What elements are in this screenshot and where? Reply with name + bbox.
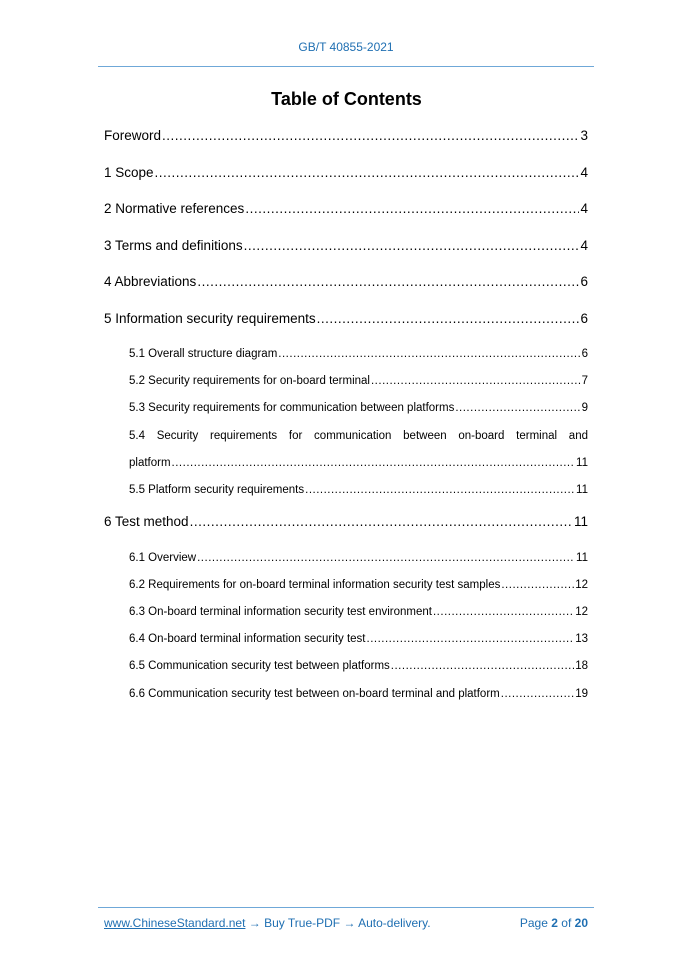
toc-entry-page: 19 bbox=[575, 687, 588, 700]
dot-leader bbox=[391, 653, 574, 680]
toc-entry-5-2[interactable] bbox=[129, 368, 588, 395]
toc-entry-page: 4 bbox=[580, 164, 588, 180]
toc-entry-information-security-requirements[interactable] bbox=[104, 305, 588, 342]
dot-leader bbox=[367, 626, 575, 653]
dot-leader bbox=[433, 599, 574, 626]
toc-entry-label: 6.1 Overview bbox=[129, 551, 197, 564]
toc-entry-page: 11 bbox=[573, 514, 588, 530]
toc-entry-page: 6 bbox=[580, 310, 588, 326]
toc-entry-label: 1 Scope bbox=[104, 164, 154, 180]
dot-leader bbox=[278, 341, 580, 368]
page-of: of bbox=[561, 916, 572, 930]
page-current: 2 bbox=[551, 916, 558, 930]
page-total: 20 bbox=[574, 916, 588, 930]
toc-entry-label: 6.2 Requirements for on-board terminal information security test samples bbox=[129, 578, 501, 591]
toc-entry-label: 4 Abbreviations bbox=[104, 274, 197, 289]
toc-entry-test-method[interactable] bbox=[104, 508, 588, 545]
toc-entry-normative-references[interactable] bbox=[104, 195, 588, 232]
toc-entry-label: 5.2 Security requirements for on-board terminal bbox=[129, 375, 370, 388]
toc-entry-5-5[interactable] bbox=[129, 477, 588, 504]
toc-entry-page: 12 bbox=[575, 578, 588, 591]
toc-entry-6-3[interactable] bbox=[129, 599, 588, 626]
document-id-header: GB/T 40855-2021 bbox=[298, 40, 394, 54]
toc-entry-6-4[interactable] bbox=[129, 626, 588, 653]
header-divider bbox=[98, 66, 594, 67]
dot-leader bbox=[197, 268, 579, 296]
toc-entry-label: 3 Terms and definitions bbox=[104, 237, 243, 253]
toc-entry-terms-and-definitions[interactable] bbox=[104, 232, 588, 269]
toc-entry-page: 11 bbox=[576, 551, 588, 564]
toc-entry-foreword[interactable] bbox=[104, 122, 588, 159]
toc-entry-6-5[interactable] bbox=[129, 653, 588, 680]
toc-entry-label: 6.6 Communication security test between on-board terminal and platform bbox=[129, 687, 500, 700]
toc-entry-6-1[interactable] bbox=[129, 545, 588, 572]
toc-entry-5-3[interactable] bbox=[129, 395, 588, 422]
dot-leader bbox=[371, 368, 581, 395]
page-number bbox=[520, 916, 588, 930]
toc-entry-label: 2 Normative references bbox=[104, 201, 245, 216]
toc-entry-abbreviations[interactable] bbox=[104, 268, 588, 305]
toc-entry-page: 7 bbox=[581, 375, 588, 388]
toc-entry-label: 5.1 Overall structure diagram bbox=[129, 348, 278, 360]
dot-leader bbox=[190, 508, 573, 536]
toc-entry-page: 13 bbox=[575, 633, 588, 646]
footer-promo bbox=[104, 916, 431, 930]
toc-entry-label: 5.5 Platform security requirements bbox=[129, 483, 305, 496]
dot-leader bbox=[155, 159, 580, 187]
toc-entry-page: 11 bbox=[576, 456, 588, 469]
table-of-contents bbox=[104, 122, 588, 708]
toc-entry-6-6[interactable] bbox=[129, 681, 588, 708]
chinesestandard-link[interactable]: www.ChineseStandard.net bbox=[104, 916, 246, 930]
footer-divider bbox=[98, 907, 594, 908]
toc-entry-label: Foreword bbox=[104, 128, 162, 143]
toc-entry-label: 6.5 Communication security test between platforms bbox=[129, 660, 390, 673]
toc-entry-5-1[interactable] bbox=[129, 341, 588, 368]
toc-entry-line2 bbox=[129, 450, 588, 477]
dot-leader bbox=[172, 450, 576, 477]
dot-leader bbox=[455, 395, 580, 422]
dot-leader bbox=[501, 572, 574, 599]
toc-entry-label: 6 Test method bbox=[104, 514, 189, 530]
footer-promo-text: → Buy True-PDF → Auto-delivery. bbox=[245, 916, 431, 930]
toc-entry-page: 3 bbox=[580, 128, 588, 143]
toc-entry-page: 6 bbox=[580, 274, 588, 289]
page-footer bbox=[104, 916, 588, 930]
toc-entry-label: 5.3 Security requirements for communication between platforms bbox=[129, 402, 455, 415]
toc-entry-page: 4 bbox=[580, 237, 588, 253]
dot-leader bbox=[305, 477, 575, 504]
toc-entry-label: 5 Information security requirements bbox=[104, 310, 316, 326]
dot-leader bbox=[317, 305, 580, 333]
dot-leader bbox=[501, 681, 574, 708]
dot-leader bbox=[245, 195, 579, 223]
toc-entry-page: 4 bbox=[580, 201, 588, 216]
toc-entry-page: 6 bbox=[581, 348, 588, 360]
toc-entry-page: 12 bbox=[575, 606, 588, 619]
toc-entry-scope[interactable] bbox=[104, 159, 588, 196]
page-word: Page bbox=[519, 916, 548, 930]
toc-entry-6-2[interactable] bbox=[129, 572, 588, 599]
page-title: Table of Contents bbox=[271, 89, 422, 109]
toc-entry-label-line2: platform bbox=[129, 456, 171, 469]
dot-leader bbox=[244, 232, 580, 260]
dot-leader bbox=[197, 545, 575, 572]
toc-entry-5-4[interactable] bbox=[129, 423, 588, 477]
toc-entry-page: 9 bbox=[581, 402, 588, 415]
toc-entry-label: 6.3 On-board terminal information security test environment bbox=[129, 606, 432, 619]
toc-entry-label-line1: 5.4 Security requirements for communication between on-board terminal and bbox=[129, 429, 588, 442]
toc-entry-page: 18 bbox=[575, 660, 588, 673]
toc-entry-label: 6.4 On-board terminal information security test bbox=[129, 633, 366, 646]
dot-leader bbox=[162, 122, 579, 150]
toc-entry-page: 11 bbox=[576, 483, 588, 496]
